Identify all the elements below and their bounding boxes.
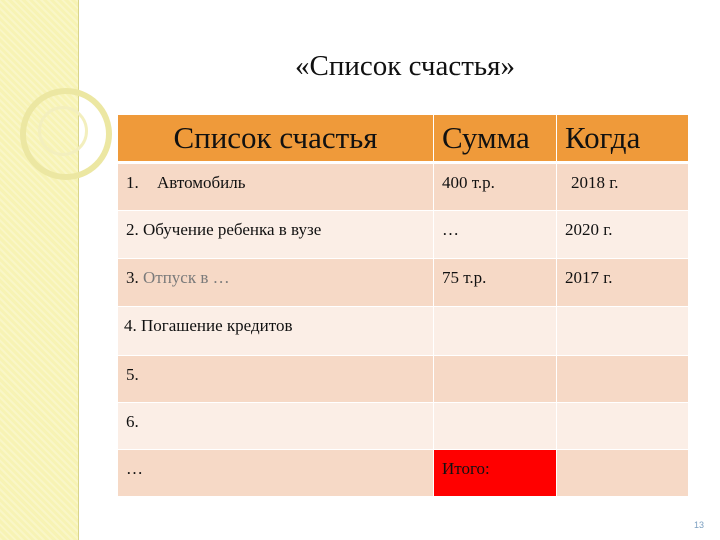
item-cell xyxy=(118,450,434,497)
item-number: 5. xyxy=(126,365,139,384)
header-when: Когда xyxy=(557,115,689,163)
table-row xyxy=(118,307,689,356)
item-text: Отпуск в … xyxy=(143,268,230,287)
decorative-inner-ring xyxy=(38,106,88,156)
item-cell xyxy=(118,259,434,307)
item-number: 1. xyxy=(126,173,139,192)
item-text: Погашение кредитов xyxy=(141,316,293,335)
table-row xyxy=(118,356,689,403)
table-row xyxy=(118,211,689,259)
happiness-table xyxy=(117,114,689,497)
item-cell xyxy=(118,307,434,356)
item-text: Автомобиль xyxy=(157,173,246,192)
item-cell xyxy=(118,356,434,403)
when-cell: 2020 г. xyxy=(557,211,689,259)
item-cell xyxy=(118,403,434,450)
when-cell xyxy=(557,403,689,450)
when-cell: 2018 г. xyxy=(557,163,689,211)
total-label-cell: Итого: xyxy=(434,450,557,497)
sum-cell: 400 т.р. xyxy=(434,163,557,211)
slide-title: «Список счастья» xyxy=(295,50,515,82)
header-list: Список счастья xyxy=(118,115,434,163)
when-cell xyxy=(557,450,689,497)
table-row xyxy=(118,403,689,450)
table-header-row xyxy=(118,115,689,163)
item-number: 2. xyxy=(126,220,139,239)
item-number: 6. xyxy=(126,412,139,431)
sum-cell xyxy=(434,356,557,403)
sum-cell: 75 т.р. xyxy=(434,259,557,307)
item-number: 4. xyxy=(124,316,137,335)
table-row xyxy=(118,163,689,211)
when-cell: 2017 г. xyxy=(557,259,689,307)
sum-cell: … xyxy=(434,211,557,259)
item-text: Обучение ребенка в вузе xyxy=(143,220,322,239)
when-cell xyxy=(557,307,689,356)
item-cell xyxy=(118,163,434,211)
sum-cell xyxy=(434,307,557,356)
when-cell xyxy=(557,356,689,403)
table-row xyxy=(118,450,689,497)
item-number: … xyxy=(126,459,143,478)
sum-cell xyxy=(434,403,557,450)
item-number: 3. xyxy=(126,268,139,287)
table-row xyxy=(118,259,689,307)
page-number: 13 xyxy=(693,520,704,530)
item-cell xyxy=(118,211,434,259)
header-sum: Сумма xyxy=(434,115,557,163)
